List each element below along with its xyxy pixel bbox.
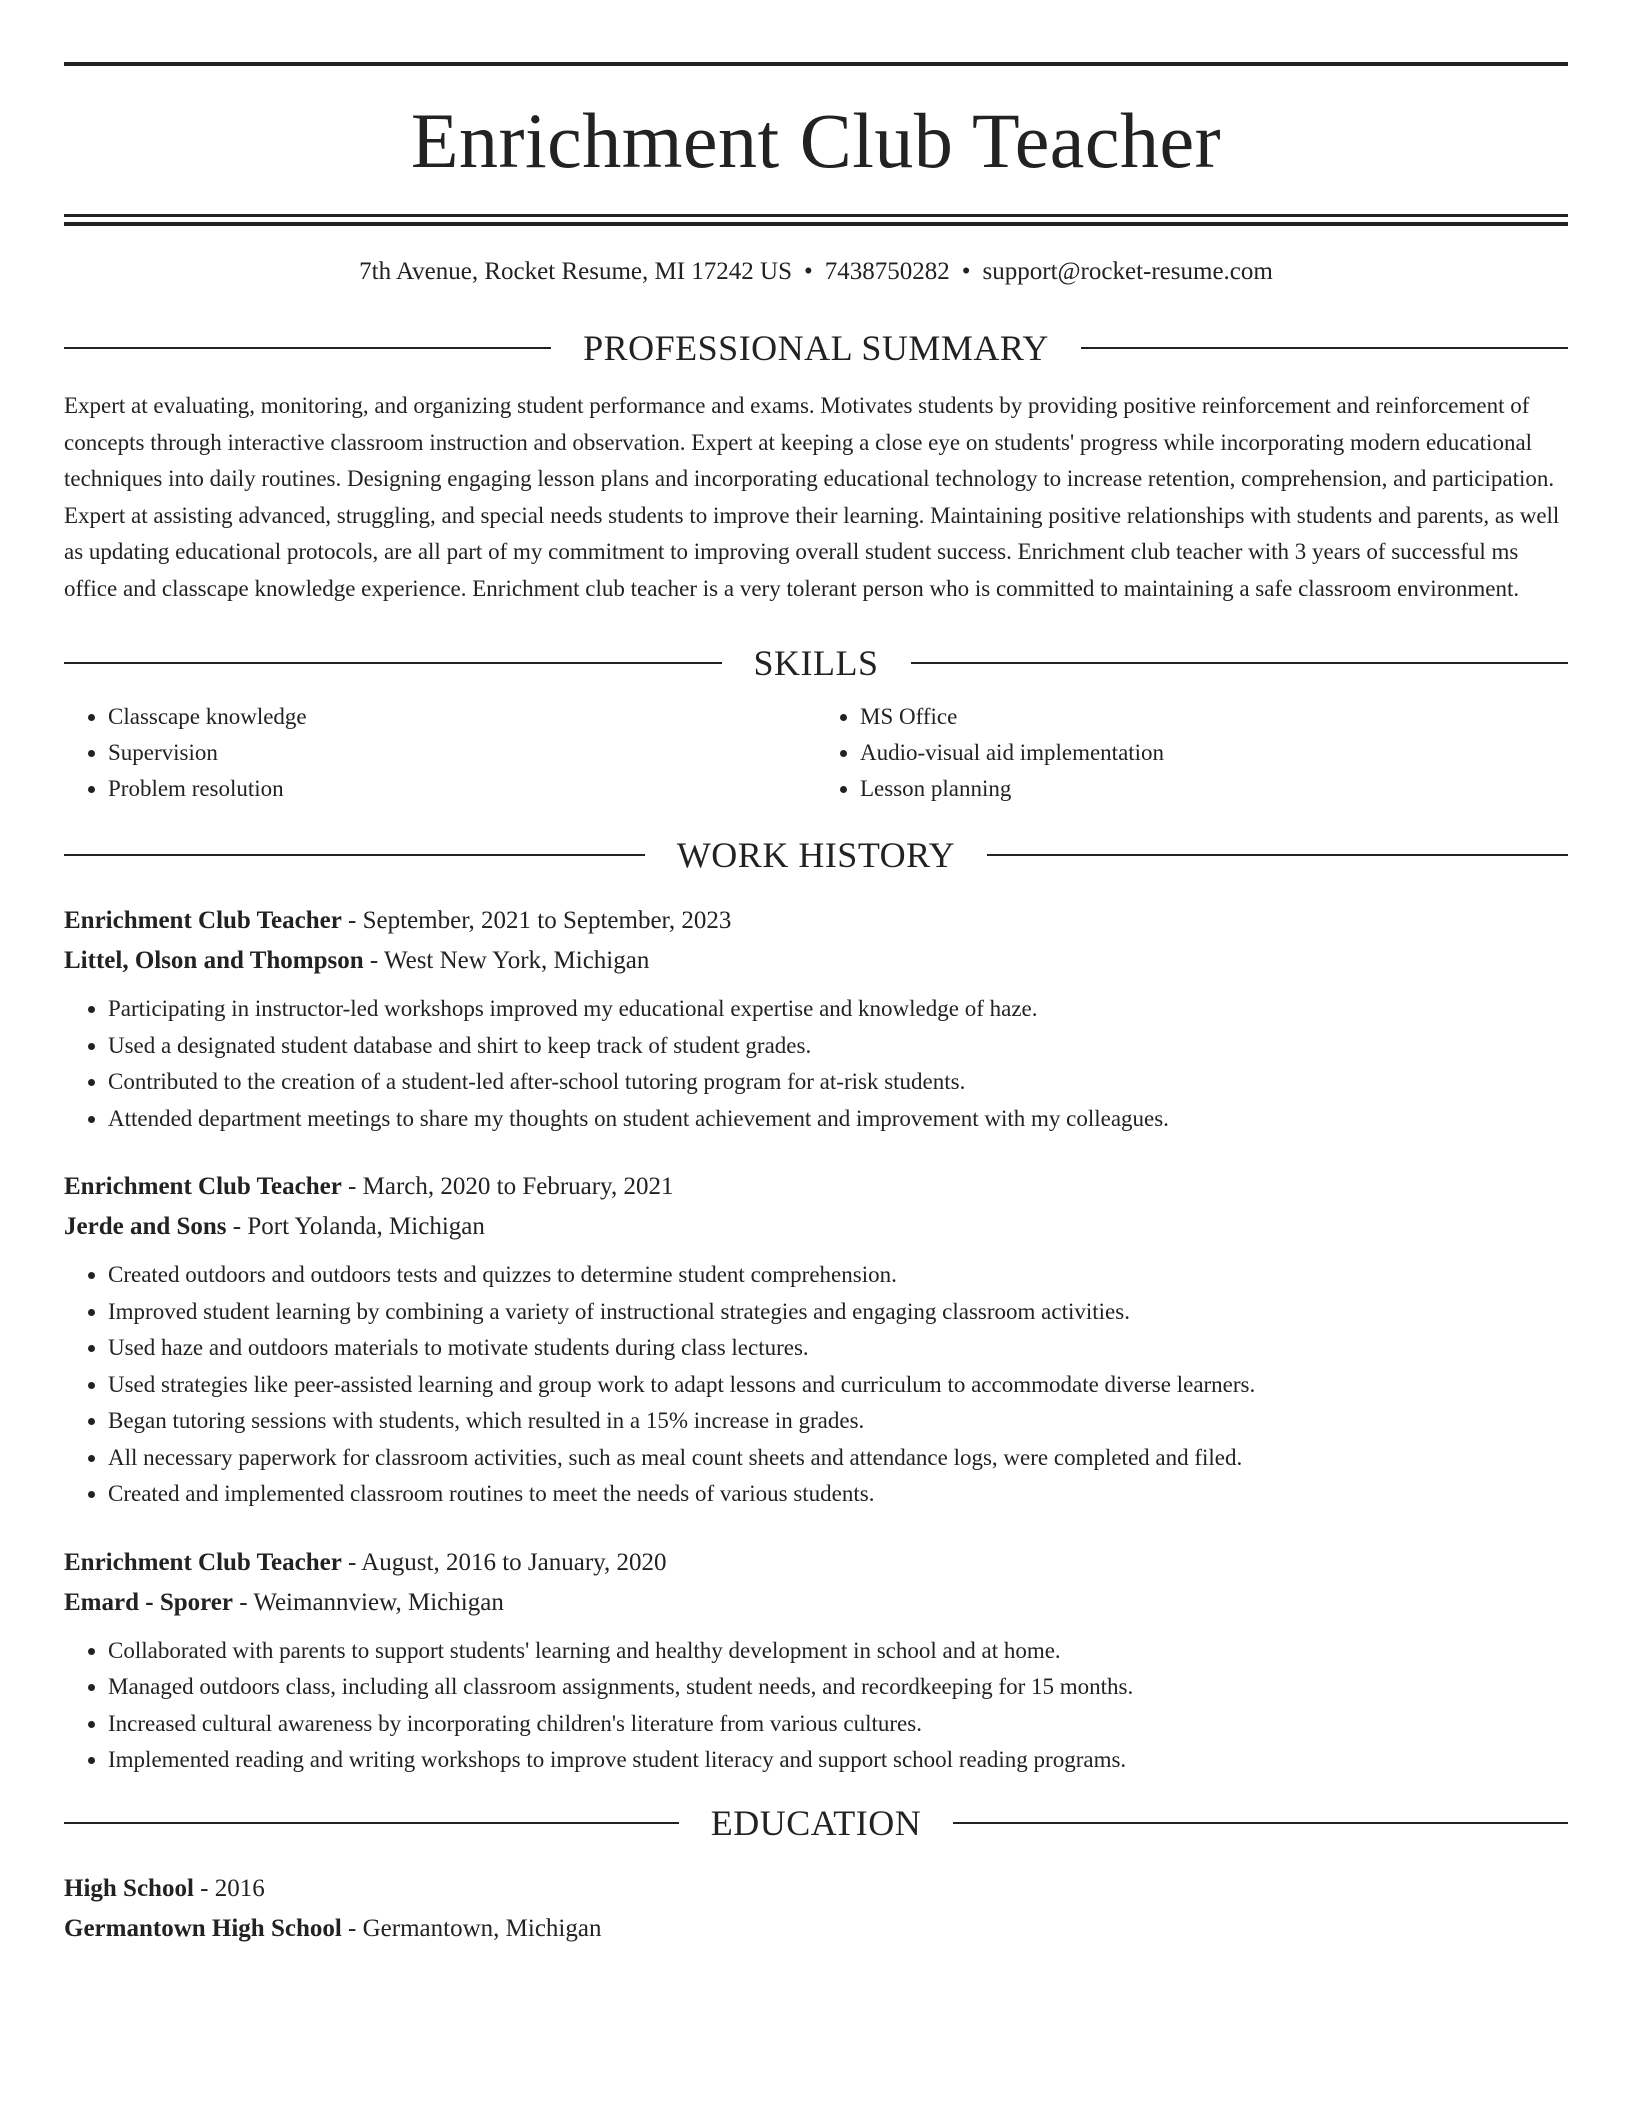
section-heading-skills: [64, 645, 1568, 681]
job-location: - Weimannview, Michigan: [232, 1588, 504, 1616]
section-title: PROFESSIONAL SUMMARY: [583, 328, 1049, 368]
job-location: - West New York, Michigan: [363, 947, 650, 974]
section-heading-education: [64, 1802, 1568, 1843]
job-dates: - September, 2021 to September, 2023: [341, 907, 732, 934]
section-heading-work: [64, 837, 1568, 873]
education-entry: [64, 1869, 1568, 1949]
job-title-line: [64, 901, 1568, 941]
section-heading-summary: [64, 330, 1568, 366]
job-bullet: • Created outdoors and outdoors tests and quizzes to determine student comprehension.: [108, 1257, 1568, 1294]
job-title: Enrichment Club Teacher: [64, 1173, 342, 1200]
job-company: Jerde and Sons: [64, 1213, 227, 1240]
contact-phone: 7438750282: [824, 258, 950, 285]
summary-paragraph: Expert at evaluating, monitoring, and organizing student performance and exams. Motivates students by providing positive reinforcement and reinforcement of concepts through interactive classroom instruction and observation. Expert at keeping a close eye on students' progress while incorporating modern educational techniques into daily routines. Designing engaging lesson plans and incorporating educational technology to increase retention, comprehension, and participation. Expert at assisting advanced, struggling, and special needs students to improve their learning. Maintaining positive relationships with students and parents, as well as updating educational protocols, are all part of my commitment to improving overall student success. Enrichment club teacher with 3 years of successful ms office and classcape knowledge experience. Enrichment club teacher is a very tolerant person who is committed to maintaining a safe classroom environment.: [64, 393, 1560, 601]
job-bullet: • Collaborated with parents to support students' learning and healthy development in school and at home.: [108, 1633, 1568, 1670]
job-title: Enrichment Club Teacher: [64, 1548, 342, 1576]
top-rule: [64, 62, 1568, 66]
job-company-line: [64, 1583, 1568, 1623]
job-bullets: [64, 991, 1568, 1137]
skill-item: • Supervision: [108, 735, 816, 771]
education-year: - 2016: [193, 1874, 265, 1902]
job-bullet: • Participating in instructor-led workshops improved my educational expertise and knowledge of haze.: [108, 991, 1568, 1028]
skill-item: • Classcape knowledge: [108, 699, 816, 735]
contact-separator: •: [804, 258, 813, 285]
contact-line: [64, 259, 1568, 284]
heading-rule-right: [911, 662, 1569, 664]
education-location: - Germantown, Michigan: [341, 1914, 602, 1942]
job-dates: - August, 2016 to January, 2020: [341, 1548, 667, 1576]
heading-rule-right: [953, 1822, 1568, 1824]
skill-item: • Lesson planning: [860, 771, 1568, 807]
job-bullet: • All necessary paperwork for classroom activities, such as meal count sheets and attendance logs, were completed and filed.: [108, 1440, 1568, 1477]
job-bullet: • Improved student learning by combining a variety of instructional strategies and engaging classroom activities.: [108, 1294, 1568, 1331]
heading-rule-left: [64, 1822, 679, 1824]
job-entry: [64, 1543, 1568, 1779]
job-company: Emard - Sporer: [64, 1588, 233, 1616]
section-title: WORK HISTORY: [676, 835, 956, 875]
skills-list: [64, 699, 1568, 807]
job-bullet: • Implemented reading and writing workshops to improve student literacy and support school reading programs.: [108, 1742, 1568, 1779]
heading-rule-left: [64, 854, 645, 856]
skill-item: • Problem resolution: [108, 771, 816, 807]
education-degree: High School: [64, 1874, 194, 1902]
job-bullets: [64, 1257, 1568, 1513]
heading-rule-left: [64, 347, 551, 349]
job-bullet: • Created and implemented classroom routines to meet the needs of various students.: [108, 1476, 1568, 1513]
job-bullet: • Attended department meetings to share my thoughts on student achievement and improvement with my colleagues.: [108, 1101, 1568, 1138]
job-bullet: • Used haze and outdoors materials to motivate students during class lectures.: [108, 1330, 1568, 1367]
job-bullet: • Contributed to the creation of a student-led after-school tutoring program for at-risk students.: [108, 1064, 1568, 1101]
job-bullet: • Began tutoring sessions with students, which resulted in a 15% increase in grades.: [108, 1403, 1568, 1440]
job-bullet: • Increased cultural awareness by incorporating children's literature from various cultures.: [108, 1706, 1568, 1743]
section-title: SKILLS: [753, 643, 879, 683]
job-location: - Port Yolanda, Michigan: [226, 1213, 485, 1240]
job-company-line: [64, 941, 1568, 981]
skill-item: • MS Office: [860, 699, 1568, 735]
education-school: Germantown High School: [64, 1914, 342, 1942]
job-entry: [64, 901, 1568, 1137]
job-entry: [64, 1167, 1568, 1513]
heading-rule-right: [1081, 347, 1568, 349]
job-title-line: [64, 1167, 1568, 1207]
contact-address: 7th Avenue, Rocket Resume, MI 17242 US: [359, 258, 792, 285]
contact-separator: •: [961, 258, 971, 285]
contact-email: support@rocket-resume.com: [982, 258, 1273, 285]
resume-title: Enrichment Club Teacher: [410, 97, 1222, 184]
job-dates: - March, 2020 to February, 2021: [341, 1173, 674, 1200]
skills-column-right: [816, 699, 1568, 807]
job-company: Littel, Olson and Thompson: [64, 947, 364, 974]
job-bullets: [64, 1633, 1568, 1779]
skill-item: • Audio-visual aid implementation: [860, 735, 1568, 771]
job-bullet: • Used a designated student database and shirt to keep track of student grades.: [108, 1028, 1568, 1065]
job-title: Enrichment Club Teacher: [64, 907, 342, 934]
job-bullet: • Managed outdoors class, including all classroom assignments, student needs, and recordkeeping for 15 months.: [108, 1669, 1568, 1706]
heading-rule-right: [987, 854, 1568, 856]
heading-rule-left: [64, 662, 722, 664]
section-title: EDUCATION: [710, 1802, 922, 1843]
education-school-line: [64, 1909, 1568, 1949]
education-degree-line: [64, 1869, 1568, 1909]
job-bullet: • Used strategies like peer-assisted learning and group work to adapt lessons and curriculum to accommodate diverse learners.: [108, 1367, 1568, 1404]
job-company-line: [64, 1207, 1568, 1247]
skills-column-left: [64, 699, 816, 807]
job-title-line: [64, 1543, 1568, 1583]
title-double-rule: [64, 214, 1568, 226]
